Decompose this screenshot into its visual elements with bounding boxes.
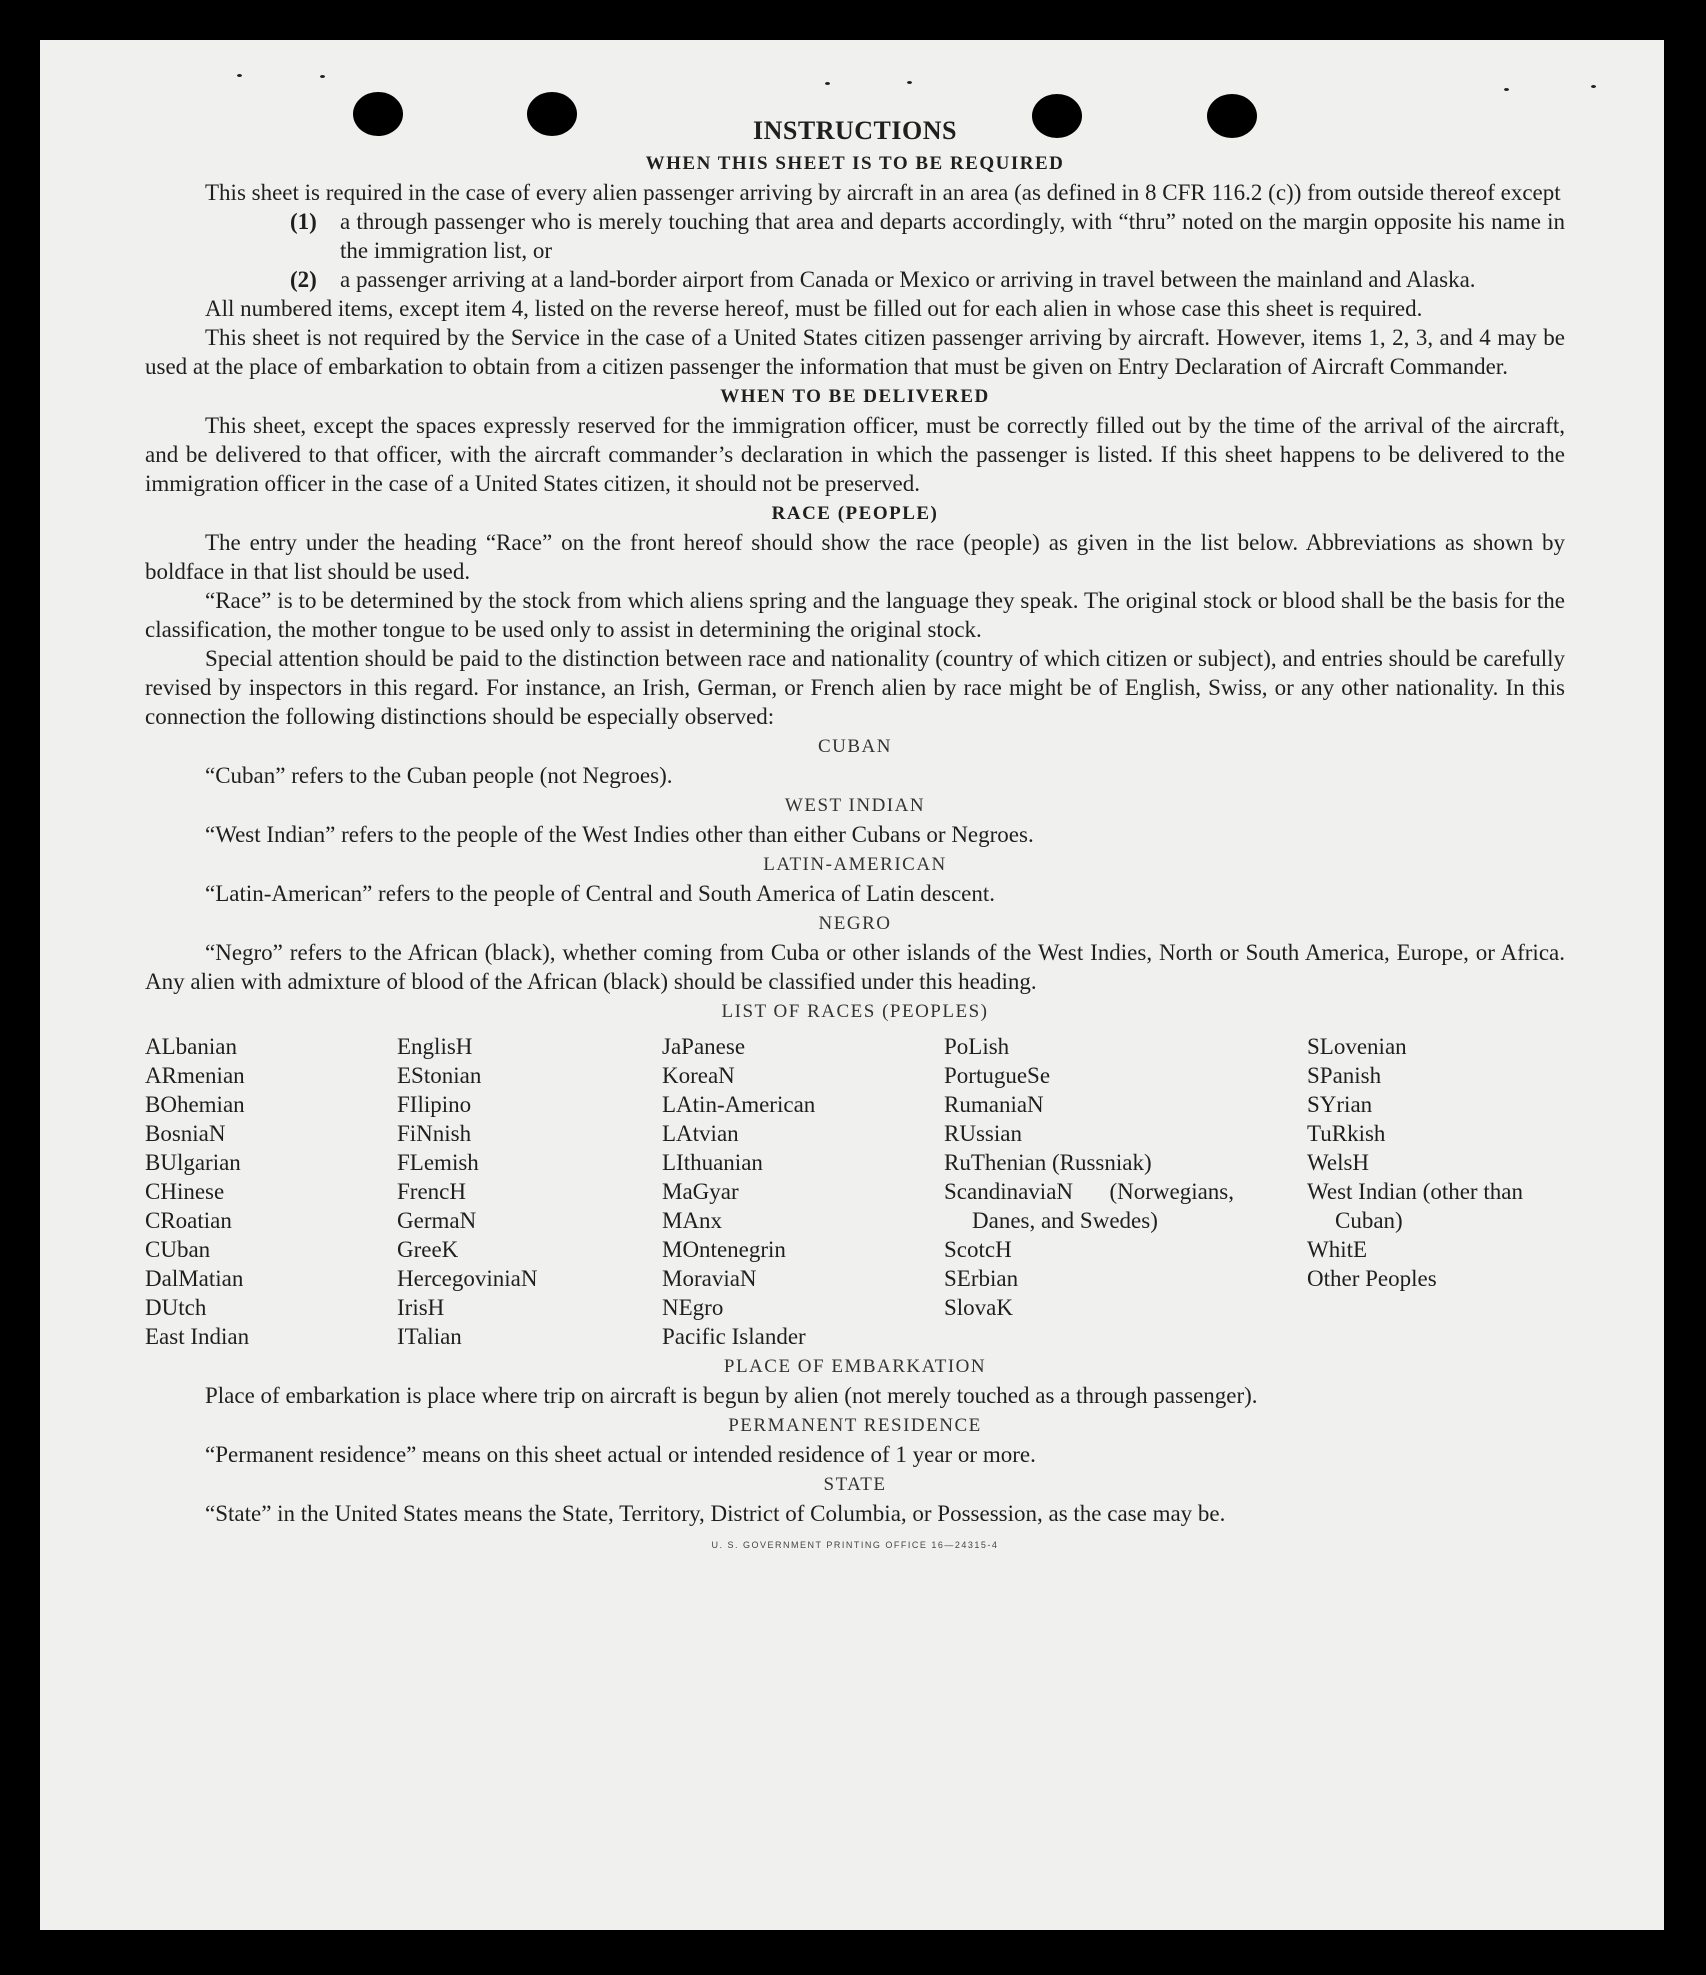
printer-imprint: U. S. GOVERNMENT PRINTING OFFICE 16—24315-4 [711, 1540, 999, 1550]
race-item: SlovaK [944, 1295, 1013, 1320]
section-heading-negro: NEGRO [818, 913, 892, 934]
race-item: GreeK [397, 1237, 459, 1262]
race-column-3 [662, 1032, 944, 1351]
section-heading-when-required: WHEN THIS SHEET IS TO BE REQUIRED [645, 153, 1065, 174]
race-item: FIlipino [397, 1092, 472, 1117]
race-column-4 [944, 1032, 1307, 1351]
race-item: WelsH [1307, 1150, 1370, 1175]
race-item: Other Peoples [1307, 1266, 1437, 1291]
race-item: GermaN [397, 1208, 477, 1233]
section-heading-place-of-embarkation: PLACE OF EMBARKATION [723, 1356, 987, 1377]
item-number: (2) [290, 267, 317, 292]
race-item: HercegoviniaN [397, 1266, 538, 1291]
scan-speck [1591, 85, 1596, 88]
race-column-2 [397, 1032, 662, 1351]
paragraph: This sheet is not required by the Service in the case of a United States citizen passenger arriving by aircraft. However, items 1, 2, 3, and 4 may be used at the place of embarkation to obtain from a citizen passenger the information that must be given on Entry Declaration of Aircraft Commander. [145, 325, 1565, 379]
race-item: SYrian [1307, 1092, 1373, 1117]
paragraph: “Negro” refers to the African (black), whether coming from Cuba or other islands of the West Indies, North or South America, Europe, or Africa. Any alien with admixture of blood of the African (black) should be classified under this heading. [145, 940, 1565, 994]
race-item: FiNnish [397, 1121, 472, 1146]
race-item: KoreaN [662, 1063, 735, 1088]
page-title: INSTRUCTIONS [753, 116, 957, 145]
section-heading-permanent-residence: PERMANENT RESIDENCE [728, 1415, 982, 1436]
document-page [40, 40, 1664, 1930]
race-item: SLovenian [1307, 1034, 1407, 1059]
race-item: PoLish [944, 1034, 1010, 1059]
race-item: ARmenian [145, 1063, 245, 1088]
paragraph: “Cuban” refers to the Cuban people (not Negroes). [205, 763, 673, 788]
race-item: MAnx [662, 1208, 723, 1233]
paragraph: “Permanent residence” means on this sheet actual or intended residence of 1 year or more. [205, 1442, 1036, 1467]
race-item: RumaniaN [944, 1092, 1044, 1117]
paragraph: All numbered items, except item 4, listed on the reverse hereof, must be filled out for each alien in whose case this sheet is required. [205, 296, 1423, 321]
race-item: FrencH [397, 1179, 466, 1204]
race-item: RUssian [944, 1121, 1022, 1146]
race-item: West Indian (other than Cuban) [1307, 1179, 1523, 1233]
race-list [145, 1032, 1565, 1351]
section-heading-west-indian: WEST INDIAN [784, 795, 926, 816]
race-item: MoraviaN [662, 1266, 757, 1291]
race-item: EnglisH [397, 1034, 473, 1059]
race-item: BOhemian [145, 1092, 245, 1117]
scan-speck [237, 74, 242, 77]
section-heading-list-of-races: LIST OF RACES (PEOPLES) [721, 1001, 989, 1022]
paragraph: This sheet is required in the case of every alien passenger arriving by aircraft in an area (as defined in 8 CFR 116.2 (c)) from outside thereof except [205, 180, 1561, 205]
race-item: SPanish [1307, 1063, 1382, 1088]
race-item: RuThenian (Russniak) [944, 1150, 1152, 1175]
race-item: CHinese [145, 1179, 225, 1204]
section-heading-race: RACE (PEOPLE) [771, 503, 939, 524]
race-item: LIthuanian [662, 1150, 763, 1175]
race-item: BosniaN [145, 1121, 226, 1146]
list-item [290, 207, 1565, 265]
race-item: MOntenegrin [662, 1237, 786, 1262]
paragraph: Special attention should be paid to the distinction between race and nationality (country of which citizen or subject), and entries should be carefully revised by inspectors in this regard. For instance, an Irish, German, or French alien by race might be of English, Swiss, or any other nationality. In this connection the following distinctions should be especially observed: [145, 646, 1565, 729]
scan-speck [825, 82, 830, 85]
race-item: PortugueSe [944, 1063, 1051, 1088]
race-item: DalMatian [145, 1266, 244, 1291]
paragraph: “State” in the United States means the State, Territory, District of Columbia, or Possession, as the case may be. [205, 1501, 1226, 1526]
item-number: (1) [290, 209, 317, 234]
section-heading-cuban: CUBAN [817, 736, 892, 757]
race-item: DUtch [145, 1295, 207, 1320]
list-item [290, 265, 1565, 294]
scan-speck [320, 75, 325, 78]
race-item: JaPanese [662, 1034, 746, 1059]
item-text: a through passenger who is merely touching that area and departs accordingly, with “thru” noted on the margin opposite his name in the immigration list, or [340, 209, 1565, 263]
paragraph: Place of embarkation is place where trip on aircraft is begun by alien (not merely touched as a through passenger). [205, 1383, 1258, 1408]
race-item: LAtvian [662, 1121, 739, 1146]
race-item: EStonian [397, 1063, 482, 1088]
race-item: WhitE [1307, 1237, 1368, 1262]
exception-list [145, 207, 1565, 294]
scan-speck [907, 81, 912, 84]
race-item: CRoatian [145, 1208, 232, 1233]
race-item: BUlgarian [145, 1150, 241, 1175]
race-item: IrisH [397, 1295, 445, 1320]
paragraph: This sheet, except the spaces expressly reserved for the immigration officer, must be correctly filled out by the time of the arrival of the aircraft, and be delivered to that officer, with the aircraft commander’s declaration in which the passenger is listed. If this sheet happens to be delivered to the immigration officer in the case of a United States citizen, it should not be preserved. [145, 413, 1565, 496]
race-item: East Indian [145, 1324, 250, 1349]
race-item: ScandinaviaN (Norwegians, Danes, and Swedes) [944, 1179, 1234, 1233]
paragraph: “West Indian” refers to the people of the West Indies other than either Cubans or Negroes. [205, 822, 1034, 847]
paragraph: “Latin-American” refers to the people of Central and South America of Latin descent. [205, 881, 995, 906]
section-heading-state: STATE [823, 1474, 887, 1495]
race-item: ALbanian [145, 1034, 237, 1059]
race-item: MaGyar [662, 1179, 739, 1204]
section-heading-when-delivered: WHEN TO BE DELIVERED [720, 386, 990, 407]
scan-speck [1504, 88, 1509, 91]
race-item: SErbian [944, 1266, 1019, 1291]
race-item: TuRkish [1307, 1121, 1386, 1146]
race-item: ITalian [397, 1324, 462, 1349]
section-heading-latin-american: LATIN-AMERICAN [763, 854, 947, 875]
race-item: FLemish [397, 1150, 479, 1175]
instructions-body [145, 116, 1565, 1550]
paragraph: The entry under the heading “Race” on the front hereof should show the race (people) as given in the list below. Abbreviations as shown by boldface in that list should be used. [145, 530, 1565, 584]
race-item: Pacific Islander [662, 1324, 806, 1349]
race-column-1 [145, 1032, 397, 1351]
race-item: CUban [145, 1237, 211, 1262]
race-item: NEgro [662, 1295, 724, 1320]
race-item: LAtin-American [662, 1092, 816, 1117]
paragraph: “Race” is to be determined by the stock from which aliens spring and the language they speak. The original stock or blood shall be the basis for the classification, the mother tongue to be used only to assist in determining the original stock. [145, 588, 1565, 642]
race-column-5 [1307, 1032, 1565, 1351]
item-text: a passenger arriving at a land-border airport from Canada or Mexico or arriving in travel between the mainland and Alaska. [340, 267, 1476, 292]
race-item: ScotcH [944, 1237, 1012, 1262]
